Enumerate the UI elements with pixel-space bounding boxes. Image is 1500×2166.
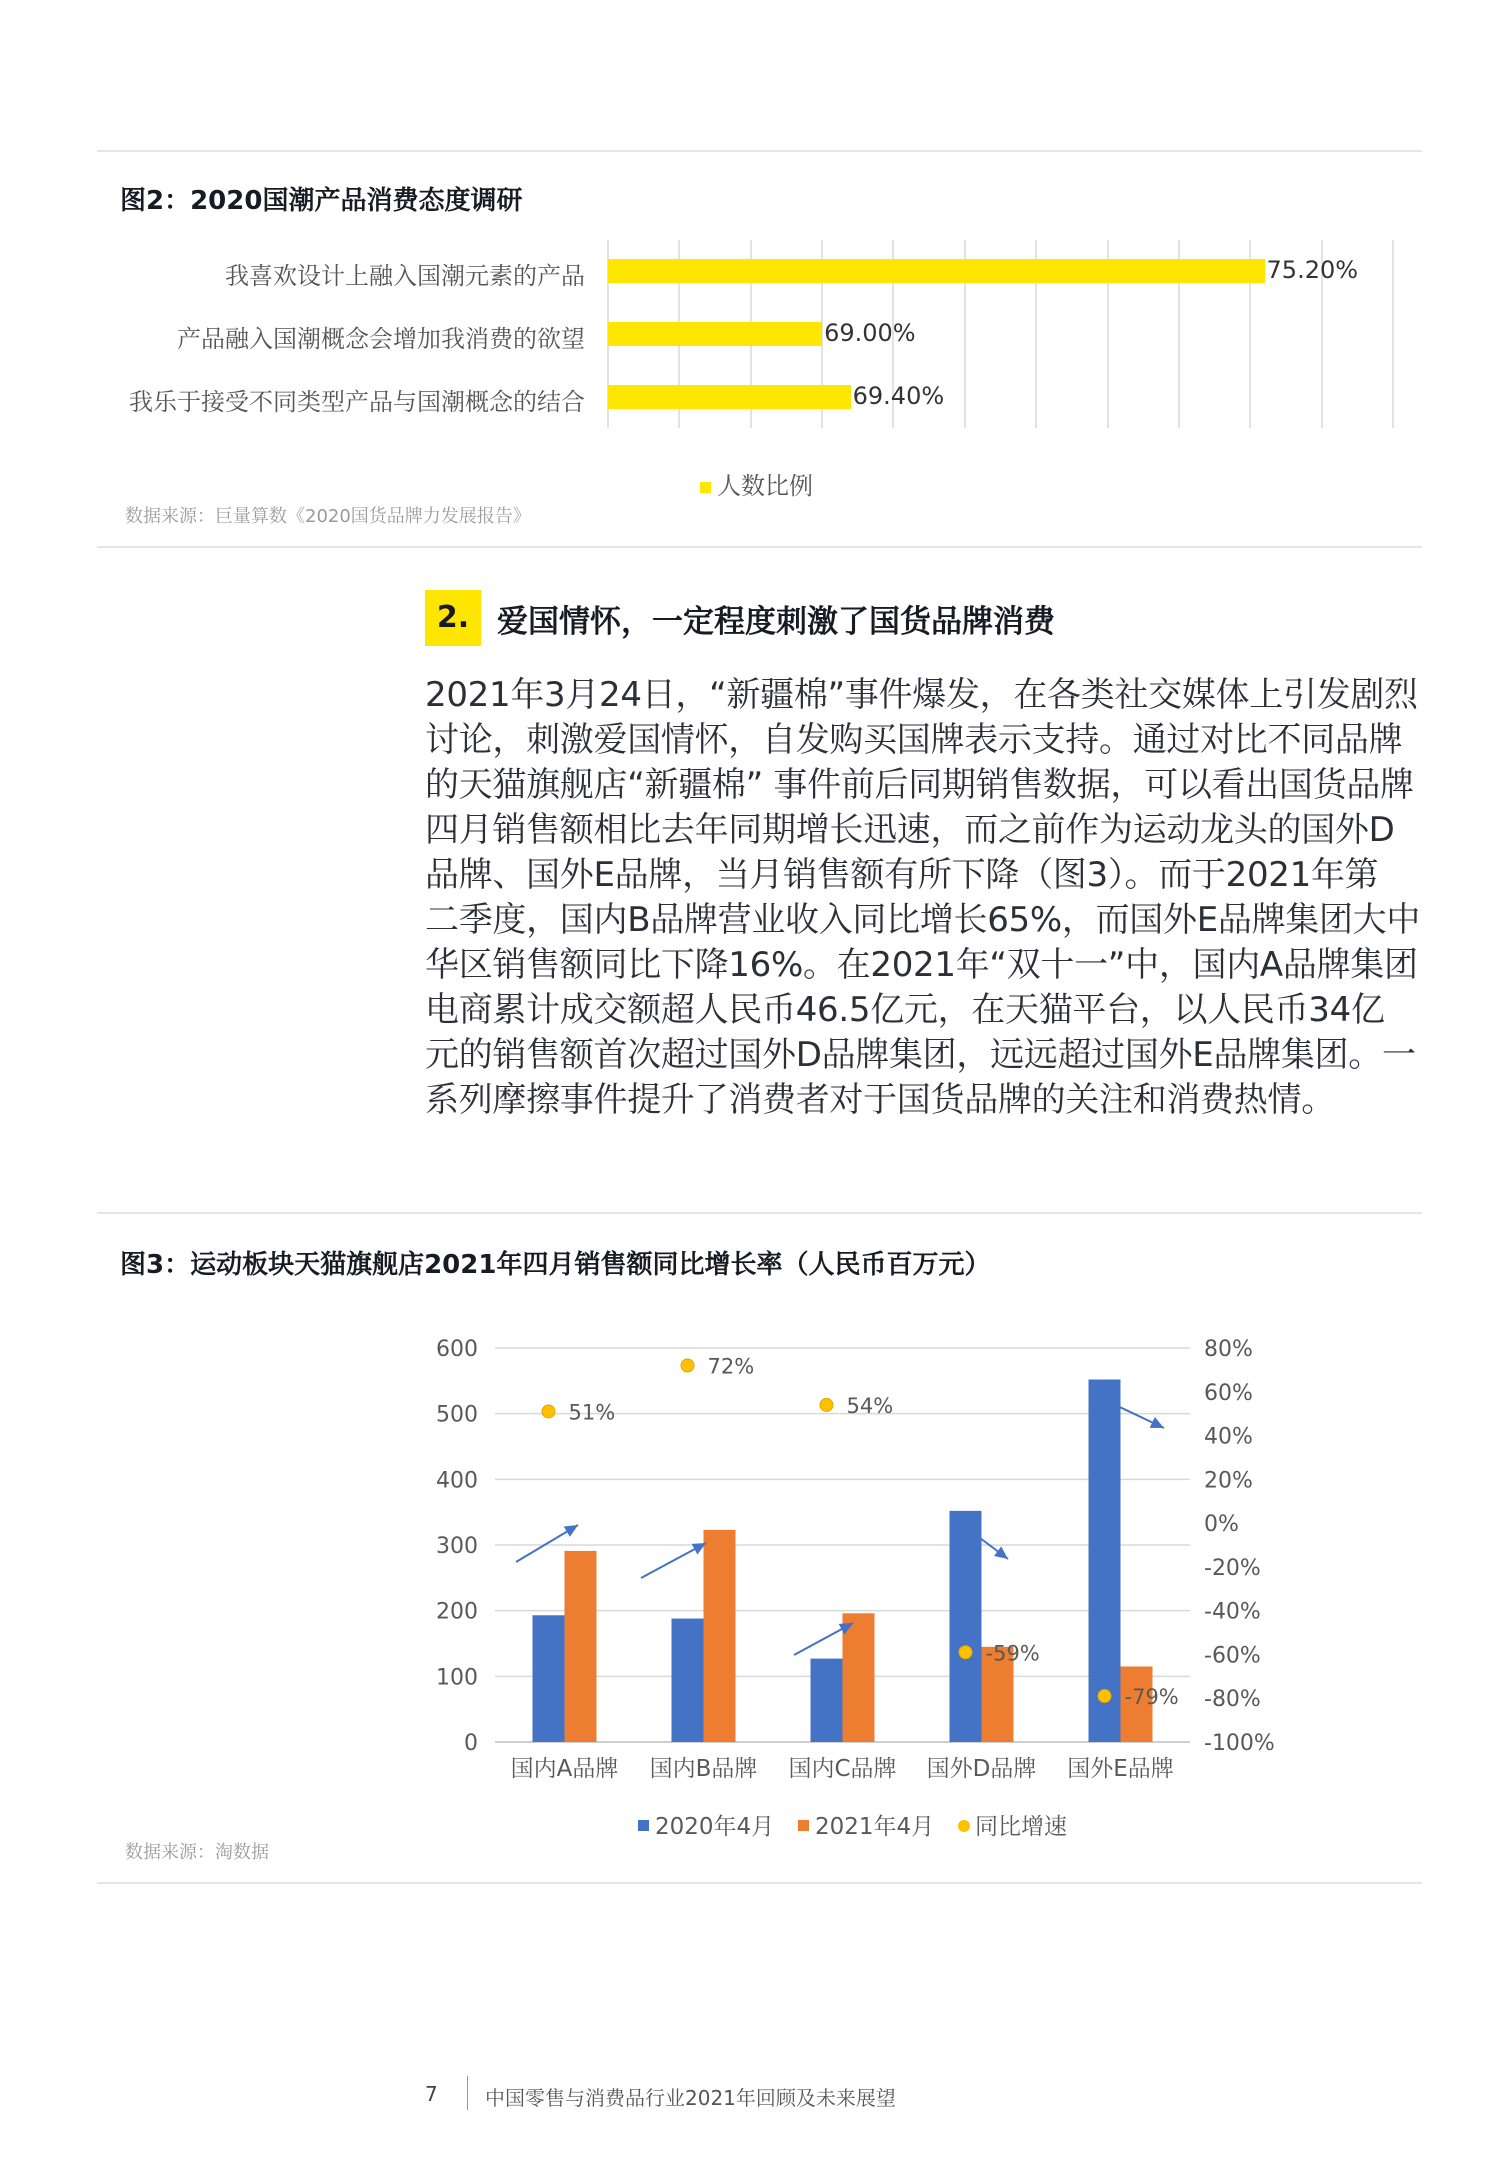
page-number: 7: [425, 2082, 438, 2106]
paragraph-line: 四月销售额相比去年同期增长迅速，而之前作为运动龙头的国外D: [425, 810, 1395, 850]
figure2-legend: [700, 466, 813, 501]
figure2-bottom-divider: [97, 546, 1422, 548]
bar: [608, 322, 822, 346]
y2-tick-label: 20%: [1204, 1468, 1253, 1494]
bar-2020: [1089, 1380, 1121, 1742]
value-label: 69.40%: [852, 382, 945, 410]
x-tick-label: 国内A品牌: [510, 1756, 619, 1782]
figure3-chart: [0, 1300, 1500, 1900]
figure2-title: 图2：2020国潮产品消费态度调研: [120, 186, 523, 216]
y2-tick-label: -100%: [1204, 1731, 1275, 1756]
category-label: 产品融入国潮概念会增加我消费的欲望: [177, 325, 585, 353]
figure3-bottom-divider: [97, 1882, 1422, 1884]
figure2-source: 数据来源：巨量算数《2020国货品牌力发展报告》: [125, 506, 531, 527]
bar-2020: [950, 1511, 982, 1742]
growth-point: [1098, 1690, 1111, 1703]
section-number: 2.: [425, 590, 481, 646]
bar-2021: [843, 1613, 875, 1742]
section-paragraph: [425, 673, 1421, 1123]
paragraph-line: 讨论，刺激爱国情怀，自发购买国牌表示支持。通过对比不同品牌: [425, 720, 1403, 760]
figure3-title: 图3：运动板块天猫旗舰店2021年四月销售额同比增长率（人民币百万元）: [120, 1250, 991, 1280]
growth-point: [681, 1359, 694, 1372]
bar: [608, 259, 1265, 283]
y-tick-label: 300: [436, 1534, 478, 1559]
bar-2021: [704, 1530, 736, 1742]
value-label: 75.20%: [1266, 256, 1359, 284]
growth-label: 51%: [568, 1400, 616, 1425]
paragraph-line: 的天猫旗舰店“新疆棉” 事件前后同期销售数据，可以看出国货品牌: [425, 765, 1414, 805]
gridline: [1392, 240, 1394, 428]
growth-point: [959, 1646, 972, 1659]
legend-label: 同比增速: [975, 1814, 1067, 1840]
growth-label: 54%: [846, 1393, 894, 1418]
legend-swatch-icon: [958, 1820, 970, 1832]
bar-2021: [565, 1551, 597, 1742]
growth-label: -59%: [985, 1641, 1040, 1666]
paragraph-line: 元的销售额首次超过国外D品牌集团，远远超过国外E品牌集团。一: [425, 1035, 1416, 1075]
figure3-source: 数据来源：淘数据: [125, 1842, 269, 1863]
x-tick-label: 国外D品牌: [926, 1756, 1037, 1782]
y2-tick-label: 80%: [1204, 1337, 1253, 1362]
trend-arrow-head-icon: [564, 1525, 578, 1537]
paragraph-line: 2021年3月24日，“新疆棉”事件爆发，在各类社交媒体上引发剧烈: [425, 675, 1418, 715]
category-label: 我乐于接受不同类型产品与国潮概念的结合: [129, 388, 585, 416]
top-divider: [97, 150, 1422, 152]
value-label: 69.00%: [824, 319, 916, 347]
bar-2020: [811, 1659, 843, 1742]
bar: [608, 385, 851, 409]
category-label: 我喜欢设计上融入国潮元素的产品: [225, 262, 585, 290]
legend-label: 2021年4月: [815, 1814, 935, 1840]
y2-tick-label: 40%: [1204, 1424, 1253, 1450]
paragraph-line: 品牌、国外E品牌，当月销售额有所下降（图3）。而于2021年第: [425, 855, 1379, 895]
legend-swatch-icon: [798, 1820, 809, 1831]
y2-tick-label: -20%: [1204, 1555, 1261, 1581]
y2-tick-label: -80%: [1204, 1687, 1261, 1713]
growth-label: -79%: [1124, 1685, 1179, 1710]
legend-swatch-icon: [700, 482, 711, 493]
growth-label: 72%: [707, 1354, 755, 1379]
y-tick-label: 600: [436, 1337, 478, 1362]
trend-arrow-head-icon: [994, 1546, 1008, 1559]
paragraph-line: 电商累计成交额超人民币46.5亿元，在天猫平台，以人民币34亿: [425, 990, 1385, 1030]
paragraph-line: 系列摩擦事件提升了消费者对于国货品牌的关注和消费热情。: [425, 1080, 1335, 1120]
y2-tick-label: 60%: [1204, 1380, 1253, 1406]
section-title: 爱国情怀，一定程度刺激了国货品牌消费: [497, 604, 1055, 640]
y2-tick-label: 0%: [1204, 1512, 1239, 1538]
x-tick-label: 国内B品牌: [649, 1756, 758, 1782]
growth-point: [820, 1398, 833, 1411]
y-tick-label: 200: [436, 1599, 478, 1625]
y-tick-label: 100: [436, 1665, 478, 1691]
y2-tick-label: -60%: [1204, 1643, 1261, 1669]
y2-tick-label: -40%: [1204, 1599, 1261, 1625]
footer-divider: [467, 2076, 468, 2110]
growth-point: [542, 1405, 555, 1418]
figure3-top-divider: [97, 1212, 1422, 1214]
paragraph-line: 二季度，国内B品牌营业收入同比增长65%，而国外E品牌集团大中: [425, 900, 1421, 940]
y-tick-label: 500: [436, 1402, 478, 1428]
bar-2020: [533, 1615, 565, 1742]
legend-swatch-icon: [638, 1820, 649, 1831]
legend-label: 2020年4月: [655, 1814, 775, 1840]
paragraph-line: 华区销售额同比下降16%。在2021年“双十一”中，国内A品牌集团: [425, 945, 1418, 985]
bar-2020: [672, 1619, 704, 1742]
x-tick-label: 国外E品牌: [1067, 1756, 1174, 1782]
figure2-legend-label: 人数比例: [717, 472, 813, 500]
footer-text: 中国零售与消费品行业2021年回顾及未来展望: [485, 2086, 896, 2110]
y-tick-label: 400: [436, 1468, 478, 1494]
x-tick-label: 国内C品牌: [788, 1756, 897, 1782]
y-tick-label: 0: [464, 1731, 478, 1756]
